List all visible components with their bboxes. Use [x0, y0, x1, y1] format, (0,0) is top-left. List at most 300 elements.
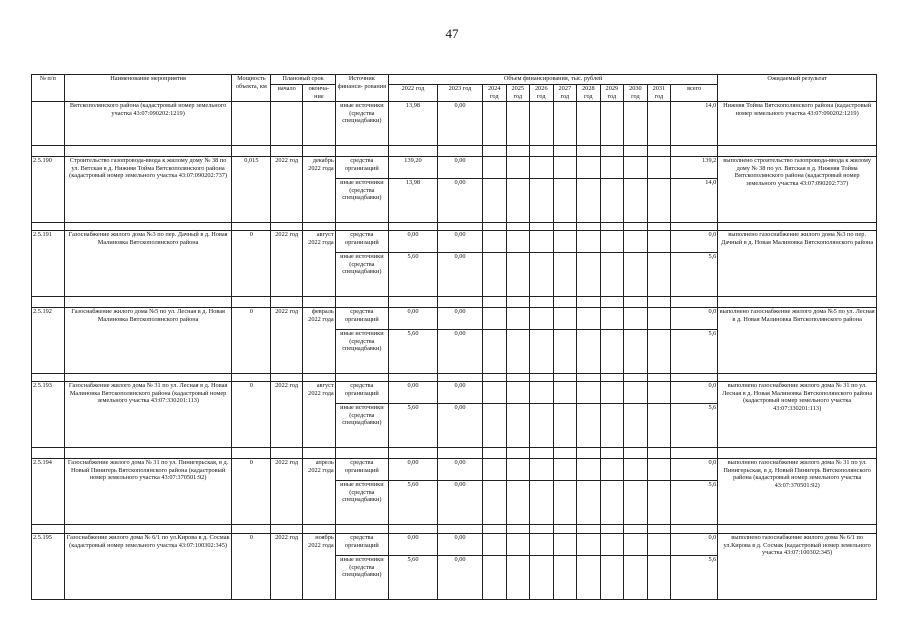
spacer-cell [335, 145, 388, 156]
header-year-2029: 2029 год [600, 85, 624, 102]
amount-2022: 0,00 [388, 458, 437, 480]
amount-2023: 0,00 [438, 101, 483, 145]
spacer-cell [718, 524, 877, 533]
amount-2029 [600, 458, 624, 480]
amount-2031 [647, 555, 671, 599]
item-start: 2022 год [271, 533, 303, 599]
amount-total: 0,0 [671, 381, 718, 403]
spacer-cell [32, 145, 65, 156]
funding-source: иные источники (средства спецнадбавки) [335, 101, 388, 145]
amount-2024 [483, 533, 507, 555]
item-number: 2.5.191 [32, 230, 65, 296]
amount-2025 [506, 381, 530, 403]
spacer-cell [303, 447, 336, 458]
spacer-cell [483, 222, 507, 230]
funding-source: средства организаций [335, 533, 388, 555]
amount-2026 [530, 156, 554, 178]
expected-result: Нижняя Тойма Вятскополянского района (кадастровый номер земельного участка 43:07:090202:1219) [718, 101, 877, 145]
amount-2026 [530, 381, 554, 403]
amount-2029 [600, 533, 624, 555]
funding-source: иные источники (средства спецнадбавки) [335, 178, 388, 222]
spacer-cell [483, 447, 507, 458]
item-name: Газоснабжение жилого дома № 31 по ул. Пинигерьская, в д. Новый Пинигерь Вятскополянского района (кадастровый номер земельного участка 43:07:370501:92) [64, 458, 232, 524]
spacer-cell [624, 145, 648, 156]
amount-2026 [530, 533, 554, 555]
amount-2030 [624, 381, 648, 403]
table-row [32, 156, 877, 178]
amount-2027 [553, 178, 577, 222]
amount-total: 139,2 [671, 156, 718, 178]
spacer-cell [600, 447, 624, 458]
amount-2028 [577, 555, 601, 599]
amount-2029 [600, 230, 624, 252]
amount-2031 [647, 252, 671, 296]
spacer-row [32, 447, 877, 458]
spacer-cell [64, 222, 232, 230]
spacer-cell [577, 447, 601, 458]
spacer-cell [271, 524, 303, 533]
item-power: 0,015 [232, 156, 271, 222]
spacer-cell [483, 524, 507, 533]
amount-2029 [600, 329, 624, 373]
amount-total: 5,6 [671, 329, 718, 373]
amount-2031 [647, 480, 671, 524]
spacer-row [32, 145, 877, 156]
amount-2025 [506, 101, 530, 145]
expected-result: выполнено газоснабжение жилого дома № 31 по ул. Пинигерьская, в д. Новый Пинигерь Вятскополянского района (кадастровый номер земельного участка 43:07:370501:92) [718, 458, 877, 524]
spacer-cell [624, 296, 648, 307]
funding-source: средства организаций [335, 307, 388, 329]
spacer-cell [577, 524, 601, 533]
spacer-cell [32, 222, 65, 230]
amount-2028 [577, 230, 601, 252]
spacer-cell [388, 447, 437, 458]
table-row [32, 101, 877, 145]
item-number: 2.5.193 [32, 381, 65, 447]
spacer-cell [232, 447, 271, 458]
spacer-cell [647, 524, 671, 533]
table-row [32, 458, 877, 480]
item-number: 2.5.195 [32, 533, 65, 599]
amount-2027 [553, 252, 577, 296]
spacer-cell [32, 447, 65, 458]
header-result: Ожидаемый результат [718, 75, 877, 102]
amount-2030 [624, 329, 648, 373]
spacer-cell [647, 145, 671, 156]
header-financing: Объем финансирования, тыс. рублей [388, 75, 717, 85]
amount-2030 [624, 555, 648, 599]
amount-total: 5,6 [671, 403, 718, 447]
spacer-cell [671, 373, 718, 381]
amount-2024 [483, 101, 507, 145]
amount-2031 [647, 101, 671, 145]
amount-total: 0,0 [671, 307, 718, 329]
amount-2030 [624, 178, 648, 222]
item-end: ноябрь 2022 года [303, 533, 336, 599]
spacer-cell [553, 447, 577, 458]
amount-2031 [647, 533, 671, 555]
amount-2025 [506, 252, 530, 296]
amount-2026 [530, 101, 554, 145]
expected-result: выполнено газоснабжение жилого дома №3 по пер. Дачный в д. Новая Малиновка Вятскополянского района [718, 230, 877, 296]
amount-2029 [600, 178, 624, 222]
funding-source: средства организаций [335, 381, 388, 403]
amount-2028 [577, 307, 601, 329]
amount-2023: 0,00 [438, 252, 483, 296]
amount-2031 [647, 381, 671, 403]
amount-2025 [506, 458, 530, 480]
spacer-cell [671, 296, 718, 307]
spacer-cell [388, 145, 437, 156]
amount-2025 [506, 156, 530, 178]
amount-2027 [553, 555, 577, 599]
spacer-cell [303, 145, 336, 156]
spacer-cell [577, 222, 601, 230]
spacer-cell [530, 373, 554, 381]
spacer-cell [718, 222, 877, 230]
spacer-cell [271, 447, 303, 458]
amount-2028 [577, 156, 601, 178]
amount-2023: 0,00 [438, 230, 483, 252]
spacer-cell [506, 296, 530, 307]
amount-2022: 13,98 [388, 178, 437, 222]
table-header [32, 75, 877, 102]
amount-2030 [624, 533, 648, 555]
amount-2029 [600, 252, 624, 296]
spacer-cell [600, 373, 624, 381]
amount-2024 [483, 403, 507, 447]
amount-2028 [577, 480, 601, 524]
funding-source: иные источники (средства спецнадбавки) [335, 480, 388, 524]
amount-2030 [624, 156, 648, 178]
item-power: 0 [232, 381, 271, 447]
spacer-cell [335, 373, 388, 381]
amount-2029 [600, 307, 624, 329]
spacer-cell [64, 447, 232, 458]
amount-total: 14,0 [671, 178, 718, 222]
spacer-cell [438, 222, 483, 230]
spacer-cell [530, 145, 554, 156]
item-end: август 2022 года [303, 381, 336, 447]
funding-source: иные источники (средства спецнадбавки) [335, 555, 388, 599]
spacer-cell [647, 296, 671, 307]
spacer-cell [32, 296, 65, 307]
funding-source: иные источники (средства спецнадбавки) [335, 403, 388, 447]
spacer-cell [271, 145, 303, 156]
amount-2028 [577, 101, 601, 145]
spacer-cell [271, 296, 303, 307]
spacer-cell [718, 145, 877, 156]
amount-2028 [577, 533, 601, 555]
amount-2024 [483, 555, 507, 599]
spacer-cell [530, 447, 554, 458]
spacer-cell [232, 145, 271, 156]
item-name: Вятскополянского района (кадастровый номер земельного участка 43:07:090202:1219) [64, 101, 232, 145]
spacer-cell [232, 222, 271, 230]
spacer-cell [671, 524, 718, 533]
spacer-cell [718, 296, 877, 307]
amount-2031 [647, 178, 671, 222]
amount-2022: 13,98 [388, 101, 437, 145]
spacer-cell [600, 524, 624, 533]
amount-2029 [600, 403, 624, 447]
spacer-cell [530, 296, 554, 307]
item-number: 2.5.194 [32, 458, 65, 524]
amount-2026 [530, 307, 554, 329]
amount-2031 [647, 156, 671, 178]
item-end: апрель 2022 года [303, 458, 336, 524]
header-term-start: начало [271, 85, 303, 102]
spacer-cell [530, 524, 554, 533]
amount-2023: 0,00 [438, 555, 483, 599]
spacer-row [32, 524, 877, 533]
amount-2026 [530, 403, 554, 447]
spacer-cell [335, 447, 388, 458]
header-term: Плановый срок [271, 75, 335, 85]
amount-2025 [506, 230, 530, 252]
amount-2031 [647, 230, 671, 252]
spacer-cell [647, 373, 671, 381]
spacer-cell [624, 447, 648, 458]
amount-2024 [483, 230, 507, 252]
amount-2023: 0,00 [438, 458, 483, 480]
amount-2027 [553, 307, 577, 329]
header-year-2031: 2031 год [647, 85, 671, 102]
amount-2030 [624, 101, 648, 145]
amount-2024 [483, 381, 507, 403]
spacer-cell [64, 524, 232, 533]
amount-2024 [483, 156, 507, 178]
item-power [232, 101, 271, 145]
header-name: Наименование мероприятия [64, 75, 232, 102]
item-number [32, 101, 65, 145]
amount-2031 [647, 329, 671, 373]
financing-plan-table [31, 74, 877, 600]
table-body [32, 101, 877, 599]
amount-2023: 0,00 [438, 178, 483, 222]
spacer-cell [64, 373, 232, 381]
amount-2022: 5,60 [388, 329, 437, 373]
spacer-cell [335, 524, 388, 533]
amount-2029 [600, 156, 624, 178]
funding-source: иные источники (средства спецнадбавки) [335, 252, 388, 296]
spacer-cell [553, 296, 577, 307]
amount-total: 0,0 [671, 533, 718, 555]
amount-2029 [600, 101, 624, 145]
amount-2025 [506, 533, 530, 555]
spacer-cell [647, 447, 671, 458]
funding-source: средства организаций [335, 156, 388, 178]
spacer-cell [506, 373, 530, 381]
spacer-cell [438, 447, 483, 458]
item-end [303, 101, 336, 145]
spacer-cell [577, 145, 601, 156]
amount-2027 [553, 329, 577, 373]
item-power: 0 [232, 458, 271, 524]
amount-2025 [506, 307, 530, 329]
spacer-cell [388, 222, 437, 230]
amount-2022: 5,60 [388, 480, 437, 524]
amount-2025 [506, 178, 530, 222]
amount-2024 [483, 252, 507, 296]
expected-result: выполнено газоснабжение жилого дома №5 по ул. Лесная в д. Новая Малиновка Вятскополянского района [718, 307, 877, 373]
header-year-2022: 2022 год [388, 85, 437, 102]
spacer-cell [438, 524, 483, 533]
amount-total: 14,0 [671, 101, 718, 145]
amount-2023: 0,00 [438, 403, 483, 447]
item-power: 0 [232, 533, 271, 599]
item-start: 2022 год [271, 381, 303, 447]
spacer-cell [483, 296, 507, 307]
header-year-2026: 2026 год [530, 85, 554, 102]
spacer-cell [388, 373, 437, 381]
item-name: Строительство газопровода-ввода к жилому дому № 38 по ул. Вятская в д. Нижняя Тойма Вятскополянского района (кадастровый номер земельного участка 43:07:090202:737) [64, 156, 232, 222]
spacer-cell [624, 222, 648, 230]
amount-2027 [553, 533, 577, 555]
spacer-cell [232, 296, 271, 307]
spacer-row [32, 296, 877, 307]
amount-2024 [483, 480, 507, 524]
amount-2022: 139,20 [388, 156, 437, 178]
item-end: август 2022 года [303, 230, 336, 296]
spacer-cell [64, 296, 232, 307]
spacer-cell [600, 222, 624, 230]
amount-2028 [577, 403, 601, 447]
amount-2022: 5,60 [388, 555, 437, 599]
spacer-cell [506, 222, 530, 230]
header-term-end: оконча- ние [303, 85, 336, 102]
spacer-cell [506, 145, 530, 156]
spacer-cell [232, 524, 271, 533]
expected-result: выполнено газоснабжение жилого дома № 6/1 по ул.Кирова в д. Сосмак (кадастровый номер земельного участка 43:07:100302:345) [718, 533, 877, 599]
spacer-cell [553, 373, 577, 381]
amount-2022: 5,60 [388, 252, 437, 296]
amount-total: 0,0 [671, 230, 718, 252]
spacer-cell [671, 222, 718, 230]
funding-source: средства организаций [335, 458, 388, 480]
spacer-cell [303, 222, 336, 230]
amount-2025 [506, 403, 530, 447]
spacer-cell [530, 222, 554, 230]
spacer-cell [388, 296, 437, 307]
spacer-cell [647, 222, 671, 230]
item-start: 2022 год [271, 458, 303, 524]
expected-result: выполнено строительство газопровода-ввода к жилому дому № 38 по ул. Вятская в д. Нижняя Тойма Вятскополянского района (кадастровый номер земельного участка 43:07:090202:737) [718, 156, 877, 222]
spacer-cell [64, 145, 232, 156]
spacer-cell [506, 524, 530, 533]
amount-2028 [577, 252, 601, 296]
item-name: Газоснабжение жилого дома № 31 по ул. Лесная в д. Новая Малиновка Вятскополянского района (кадастровый номер земельного участка 43:07:330201:113) [64, 381, 232, 447]
item-number: 2.5.190 [32, 156, 65, 222]
spacer-cell [335, 222, 388, 230]
amount-2029 [600, 381, 624, 403]
amount-2030 [624, 307, 648, 329]
amount-2022: 0,00 [388, 381, 437, 403]
amount-2029 [600, 555, 624, 599]
amount-2025 [506, 329, 530, 373]
table-row [32, 307, 877, 329]
item-start: 2022 год [271, 230, 303, 296]
amount-2022: 5,60 [388, 403, 437, 447]
header-num: № п/п [32, 75, 65, 102]
amount-2028 [577, 381, 601, 403]
amount-2022: 0,00 [388, 307, 437, 329]
spacer-cell [671, 145, 718, 156]
expected-result: выполнено газоснабжение жилого дома № 31 по ул. Лесная в д. Новая Малиновка Вятскополянского района (кадастровый номер земельного участка 43:07:330201:113) [718, 381, 877, 447]
amount-total: 5,6 [671, 555, 718, 599]
amount-2026 [530, 252, 554, 296]
amount-2027 [553, 156, 577, 178]
page-number: 47 [445, 26, 459, 41]
spacer-cell [303, 296, 336, 307]
amount-2031 [647, 458, 671, 480]
amount-2026 [530, 555, 554, 599]
spacer-cell [388, 524, 437, 533]
spacer-cell [271, 373, 303, 381]
spacer-cell [32, 524, 65, 533]
amount-2030 [624, 403, 648, 447]
spacer-cell [438, 145, 483, 156]
item-end: февраль 2022 года [303, 307, 336, 373]
amount-total: 0,0 [671, 458, 718, 480]
header-year-2025: 2025 год [506, 85, 530, 102]
spacer-cell [303, 524, 336, 533]
amount-2027 [553, 230, 577, 252]
spacer-cell [718, 447, 877, 458]
amount-2025 [506, 480, 530, 524]
spacer-cell [600, 145, 624, 156]
spacer-cell [438, 296, 483, 307]
spacer-cell [624, 524, 648, 533]
amount-2026 [530, 458, 554, 480]
amount-2026 [530, 178, 554, 222]
table-row [32, 533, 877, 555]
amount-2026 [530, 480, 554, 524]
header-year-2030: 2030 год [624, 85, 648, 102]
amount-2028 [577, 178, 601, 222]
spacer-cell [600, 296, 624, 307]
spacer-cell [483, 145, 507, 156]
amount-2024 [483, 458, 507, 480]
amount-2028 [577, 458, 601, 480]
amount-2023: 0,00 [438, 533, 483, 555]
table-row [32, 230, 877, 252]
header-year-2024: 2024 год [483, 85, 507, 102]
amount-2030 [624, 480, 648, 524]
spacer-cell [553, 222, 577, 230]
amount-total: 5,6 [671, 480, 718, 524]
item-number: 2.5.192 [32, 307, 65, 373]
spacer-cell [553, 524, 577, 533]
header-power: Мощность объекта, км [232, 75, 271, 102]
item-power: 0 [232, 307, 271, 373]
spacer-cell [483, 373, 507, 381]
amount-2026 [530, 230, 554, 252]
spacer-cell [32, 373, 65, 381]
spacer-cell [624, 373, 648, 381]
spacer-cell [506, 447, 530, 458]
amount-2024 [483, 178, 507, 222]
spacer-cell [303, 373, 336, 381]
amount-2030 [624, 230, 648, 252]
spacer-row [32, 373, 877, 381]
amount-2024 [483, 329, 507, 373]
header-source: Источник финанси- рования [335, 75, 388, 102]
amount-2023: 0,00 [438, 307, 483, 329]
table-row [32, 381, 877, 403]
amount-2023: 0,00 [438, 329, 483, 373]
header-year-2028: 2028 год [577, 85, 601, 102]
